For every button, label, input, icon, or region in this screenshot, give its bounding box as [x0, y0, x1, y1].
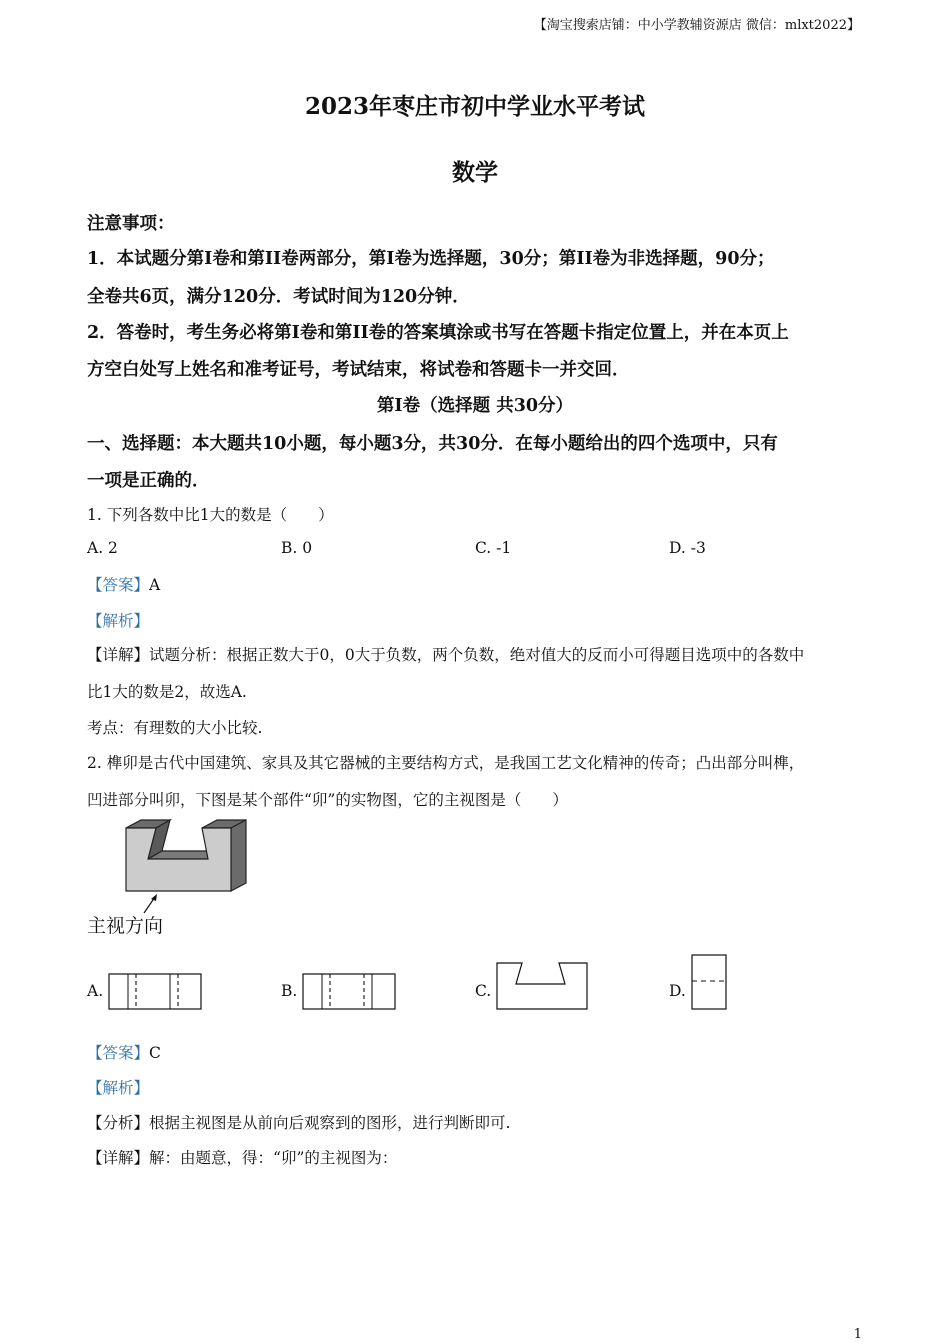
q1-option-b: B. 0 — [281, 539, 313, 557]
q1-detail-tag: 【详解】 — [87, 646, 150, 664]
q2-detail-text: 解：由题意，得：“卯”的主视图为： — [149, 1149, 398, 1167]
q1-answer-tag: 【答案】 — [87, 576, 150, 594]
part-one-line2: 一项是正确的． — [87, 471, 210, 491]
q1-detail-text: 试题分析：根据正数大于0，0大于负数，两个负数，绝对值大的反而小可得题目选项中的各数中 — [149, 646, 805, 664]
q2-option-a-label: A. — [87, 982, 104, 1000]
q1-stem: 1. 下列各数中比1大的数是（ ） — [87, 506, 334, 524]
exam-title: 2023年枣庄市初中学业水平考试 — [304, 93, 645, 120]
q2-option-a-figure — [108, 973, 203, 1011]
q2-detail-line — [87, 1146, 397, 1168]
q2-option-b-label: B. — [281, 982, 298, 1000]
q2-option-b-figure — [302, 973, 397, 1011]
q2-analysis-tag: 【解析】 — [87, 1079, 150, 1097]
q2-option-d-figure — [691, 954, 729, 1012]
notice-item1-line2: 全卷共6页，满分120分．考试时间为120分钟． — [87, 287, 470, 307]
notice-item1-line1: 1．本试题分第I卷和第II卷两部分，第I卷为选择题，30分；第II卷为非选择题，90分； — [87, 249, 775, 269]
q1-point: 考点：有理数的大小比较. — [87, 719, 263, 737]
q2-answer-line — [87, 1041, 161, 1063]
header-note: 【淘宝搜索店铺：中小学教辅资源店 微信：mlxt2022】 — [533, 18, 860, 33]
page-number: 1 — [853, 1327, 862, 1342]
section-title: 第I卷（选择题 共30分） — [376, 396, 574, 416]
q1-analysis-tag: 【解析】 — [87, 612, 150, 630]
notice-heading: 注意事项： — [87, 214, 175, 234]
q2-answer: C — [149, 1044, 161, 1062]
q2-stem-line1: 2. 榫卯是古代中国建筑、家具及其它器械的主要结构方式，是我国工艺文化精神的传奇；凸出部分叫榫， — [87, 754, 805, 772]
q2-fenxi-tag: 【分析】 — [87, 1114, 150, 1132]
q2-option-d-label: D. — [669, 982, 686, 1000]
q2-fenxi-text: 根据主视图是从前向后观察到的图形，进行判断即可. — [149, 1114, 511, 1132]
q2-option-c-figure — [496, 962, 589, 1012]
q2-answer-tag: 【答案】 — [87, 1044, 150, 1062]
q1-option-a: A. 2 — [87, 539, 118, 557]
q1-answer-line — [87, 573, 160, 595]
q1-detail-line1 — [87, 643, 804, 665]
exam-subject: 数学 — [452, 159, 498, 186]
q1-answer: A — [149, 576, 161, 594]
notice-item2-line2: 方空白处写上姓名和准考证号，考试结束，将试卷和答题卡一并交回． — [87, 360, 630, 380]
mortise-3d-figure — [120, 815, 255, 915]
notice-item2-line1: 2．答卷时，考生务必将第I卷和第II卷的答案填涂或书写在答题卡指定位置上，并在本页上 — [87, 323, 789, 343]
view-direction-label: 主视方向 — [87, 915, 164, 937]
q1-option-c: C. -1 — [475, 539, 512, 557]
q1-detail-line2: 比1大的数是2，故选A. — [87, 683, 247, 701]
q2-stem-line2: 凹进部分叫卯，下图是某个部件“卯”的实物图，它的主视图是（ ） — [87, 791, 568, 809]
q2-option-c-label: C. — [475, 982, 492, 1000]
q2-fenxi-line — [87, 1111, 510, 1133]
part-one-line1: 一、选择题：本大题共10小题，每小题3分，共30分．在每小题给出的四个选项中，只有 — [87, 434, 778, 454]
q2-detail-tag: 【详解】 — [87, 1149, 150, 1167]
q1-option-d: D. -3 — [669, 539, 706, 557]
